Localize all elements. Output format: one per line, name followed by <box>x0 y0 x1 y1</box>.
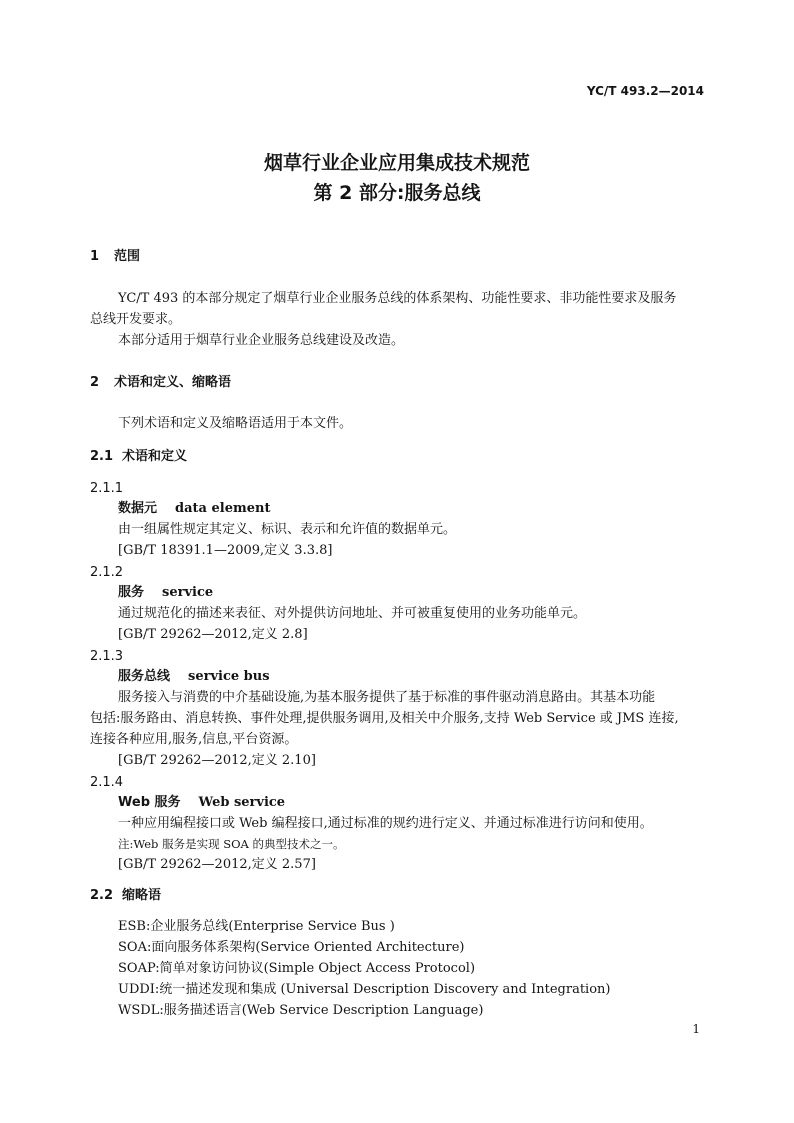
term-definition: 一种应用编程接口或 Web 编程接口,通过标准的规约进行定义、并通过标准进行访问和使用。 <box>118 816 653 831</box>
section-number: 1 <box>90 249 100 264</box>
term-reference: [GB/T 29262—2012,定义 2.10] <box>118 753 316 768</box>
term-en: service <box>162 585 214 600</box>
section-2-heading <box>90 372 704 393</box>
abbreviation-item: SOA:面向服务体系架构(Service Oriented Architecture) <box>118 940 465 955</box>
term-heading <box>90 498 732 519</box>
term-note: 注:Web 服务是实现 SOA 的典型技术之一。 <box>118 837 345 851</box>
term-number: 2.1.2 <box>90 565 124 580</box>
section-number: 2.1 <box>90 449 114 464</box>
section-title: 术语和定义、缩略语 <box>114 375 232 390</box>
term-zh: 服务 <box>118 585 145 600</box>
term-number: 2.1.3 <box>90 649 124 664</box>
term-definition: 由一组属性规定其定义、标识、表示和允许值的数据单元。 <box>118 522 457 537</box>
standard-code: YC/T 493.2—2014 <box>586 84 704 98</box>
term-reference: [GB/T 29262—2012,定义 2.8] <box>118 627 308 642</box>
term-en: data element <box>175 501 271 516</box>
term-heading <box>90 792 732 813</box>
document-subtitle: 第 2 部分:服务总线 <box>313 182 481 204</box>
section-title: 范围 <box>114 249 141 264</box>
document-title: 烟草行业企业应用集成技术规范 <box>263 152 530 174</box>
term-heading <box>90 582 732 603</box>
term-heading <box>90 666 732 687</box>
term-reference: [GB/T 18391.1—2009,定义 3.3.8] <box>118 543 333 558</box>
term-reference: [GB/T 29262—2012,定义 2.57] <box>118 857 316 872</box>
scope-paragraph-line-1: YC/T 493 的本部分规定了烟草行业企业服务总线的体系架构、功能性要求、非功能性要求及服务 <box>118 291 677 306</box>
section-title: 术语和定义 <box>122 449 188 464</box>
term-number: 2.1.4 <box>90 775 124 790</box>
term-definition-line-2: 包括:服务路由、消息转换、事件处理,提供服务调用,及相关中介服务,支持 Web Service 或 JMS 连接, <box>90 711 679 726</box>
term-zh: 数据元 <box>118 501 158 516</box>
scope-paragraph-line-2: 总线开发要求。 <box>90 312 182 327</box>
section-2-intro: 下列术语和定义及缩略语适用于本文件。 <box>118 416 353 431</box>
term-definition-line-1: 服务接入与消费的中介基础设施,为基本服务提供了基于标准的事件驱动消息路由。其基本功能 <box>118 690 656 705</box>
scope-applicability: 本部分适用于烟草行业企业服务总线建设及改造。 <box>118 333 405 348</box>
abbreviation-item: WSDL:服务描述语言(Web Service Description Language) <box>118 1003 484 1018</box>
term-zh: Web 服务 <box>118 795 181 810</box>
abbreviation-item: SOAP:简单对象访问协议(Simple Object Access Protocol) <box>118 961 476 976</box>
abbreviation-item: UDDI:统一描述发现和集成 (Universal Description Discovery and Integration) <box>118 982 611 997</box>
abbreviation-item: ESB:企业服务总线(Enterprise Service Bus ) <box>118 919 395 934</box>
term-en: Web service <box>198 795 286 810</box>
section-number: 2.2 <box>90 888 114 903</box>
term-definition-line-3: 连接各种应用,服务,信息,平台资源。 <box>90 732 298 747</box>
term-definition: 通过规范化的描述来表征、对外提供访问地址、并可被重复使用的业务功能单元。 <box>118 606 587 621</box>
section-number: 2 <box>90 375 100 390</box>
section-title: 缩略语 <box>122 888 162 903</box>
section-1-heading <box>90 246 704 267</box>
section-2-1-heading <box>90 446 704 467</box>
term-zh: 服务总线 <box>118 669 171 684</box>
term-number: 2.1.1 <box>90 481 124 496</box>
term-en: service bus <box>188 669 270 684</box>
page-number: 1 <box>692 1022 700 1036</box>
section-2-2-heading <box>90 885 704 906</box>
